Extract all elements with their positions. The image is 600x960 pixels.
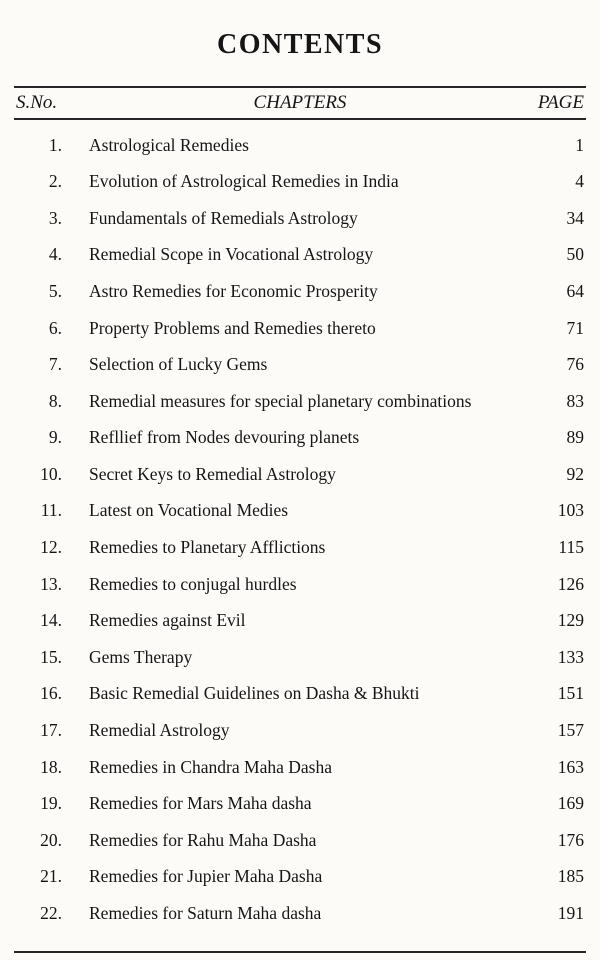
- toc-row: [12, 639, 588, 676]
- entry-number: 6.: [48, 317, 62, 338]
- entry-number: 15.: [40, 646, 62, 667]
- toc-row: [12, 895, 588, 932]
- entry-number: 5.: [48, 280, 62, 301]
- toc-list: [12, 127, 588, 932]
- toc-row: [12, 749, 588, 786]
- chapter-title: Astrological Remedies: [89, 134, 249, 155]
- toc-row: [12, 200, 588, 237]
- chapter-title: Remedial measures for special planetary combinations: [89, 390, 472, 411]
- toc-row: [12, 603, 588, 640]
- page-number: 191: [557, 903, 584, 924]
- entry-number: 17.: [40, 720, 62, 741]
- chapter-title: Refllief from Nodes devouring planets: [89, 427, 360, 448]
- entry-number: 11.: [40, 500, 62, 521]
- column-header-page: PAGE: [537, 92, 584, 113]
- page-number: 126: [557, 573, 584, 594]
- column-header-chapters: CHAPTERS: [253, 92, 347, 113]
- toc-row: [12, 530, 588, 567]
- entry-number: 19.: [40, 793, 62, 814]
- page-number: 71: [566, 317, 584, 338]
- page-number: 4: [575, 171, 584, 192]
- entry-number: 8.: [48, 390, 62, 411]
- page-number: 151: [557, 683, 584, 704]
- toc-row: [12, 127, 588, 164]
- page-number: 76: [566, 354, 584, 375]
- page-number: 133: [557, 646, 584, 667]
- page-number: 163: [557, 756, 584, 777]
- column-header-sno: S.No.: [16, 92, 58, 113]
- page-number: 92: [566, 463, 584, 484]
- toc-row: [12, 456, 588, 493]
- entry-number: 18.: [40, 756, 62, 777]
- chapter-title: Remedies for Mars Maha dasha: [89, 793, 312, 814]
- chapter-title: Selection of Lucky Gems: [89, 354, 268, 375]
- entry-number: 13.: [40, 573, 62, 594]
- page-number: 103: [557, 500, 584, 521]
- toc-row: [12, 713, 588, 750]
- toc-row: [12, 310, 588, 347]
- page-number: 89: [566, 427, 584, 448]
- entry-number: 7.: [48, 354, 62, 375]
- page-number: 169: [557, 793, 584, 814]
- toc-row: [12, 859, 588, 896]
- chapter-title: Secret Keys to Remedial Astrology: [89, 463, 336, 484]
- entry-number: 22.: [40, 903, 62, 924]
- chapter-title: Remedies to Planetary Afflictions: [89, 537, 326, 558]
- page-number: 115: [558, 537, 584, 558]
- entry-number: 14.: [40, 610, 62, 631]
- chapter-title: Astro Remedies for Economic Prosperity: [89, 280, 378, 301]
- chapter-title: Remedies to conjugal hurdles: [89, 573, 297, 594]
- chapter-title: Fundamentals of Remedials Astrology: [89, 207, 358, 228]
- page-number: 157: [557, 720, 584, 741]
- footer-divider: [14, 951, 586, 953]
- toc-row: [12, 786, 588, 823]
- toc-row: [12, 566, 588, 603]
- page-number: 64: [566, 280, 584, 301]
- chapter-title: Remedial Scope in Vocational Astrology: [89, 244, 374, 265]
- toc-row: [12, 676, 588, 713]
- chapter-title: Latest on Vocational Medies: [89, 500, 289, 521]
- toc-row: [12, 273, 588, 310]
- chapter-title: Property Problems and Remedies thereto: [89, 317, 376, 338]
- entry-number: 1.: [48, 134, 62, 155]
- toc-row: [12, 383, 588, 420]
- chapter-title: Remedies against Evil: [89, 610, 246, 631]
- toc-row: [12, 347, 588, 384]
- page-number: 185: [557, 866, 584, 887]
- toc-row: [12, 164, 588, 201]
- toc-row: [12, 420, 588, 457]
- toc-row: [12, 493, 588, 530]
- page-title: CONTENTS: [216, 29, 384, 60]
- page-number: 129: [557, 610, 584, 631]
- page-number: 83: [566, 390, 584, 411]
- entry-number: 20.: [40, 829, 62, 850]
- chapter-title: Remedial Astrology: [89, 720, 230, 741]
- header-divider-bottom: [14, 118, 586, 120]
- chapter-title: Basic Remedial Guidelines on Dasha & Bhukti: [89, 683, 420, 704]
- page-number: 34: [566, 207, 584, 228]
- chapter-title: Evolution of Astrological Remedies in India: [89, 171, 399, 192]
- entry-number: 9.: [48, 427, 62, 448]
- page-number: 50: [566, 244, 584, 265]
- page-number: 176: [557, 829, 584, 850]
- entry-number: 21.: [40, 866, 62, 887]
- page-number: 1: [575, 134, 584, 155]
- entry-number: 3.: [48, 207, 62, 228]
- chapter-title: Gems Therapy: [89, 646, 193, 667]
- chapter-title: Remedies for Rahu Maha Dasha: [89, 829, 317, 850]
- entry-number: 2.: [48, 171, 62, 192]
- toc-row: [12, 237, 588, 274]
- entry-number: 12.: [40, 537, 62, 558]
- table-header: [12, 88, 588, 118]
- chapter-title: Remedies for Saturn Maha dasha: [89, 903, 322, 924]
- entry-number: 16.: [40, 683, 62, 704]
- entry-number: 10.: [40, 463, 62, 484]
- chapter-title: Remedies in Chandra Maha Dasha: [89, 756, 332, 777]
- entry-number: 4.: [48, 244, 62, 265]
- chapter-title: Remedies for Jupier Maha Dasha: [89, 866, 323, 887]
- toc-row: [12, 822, 588, 859]
